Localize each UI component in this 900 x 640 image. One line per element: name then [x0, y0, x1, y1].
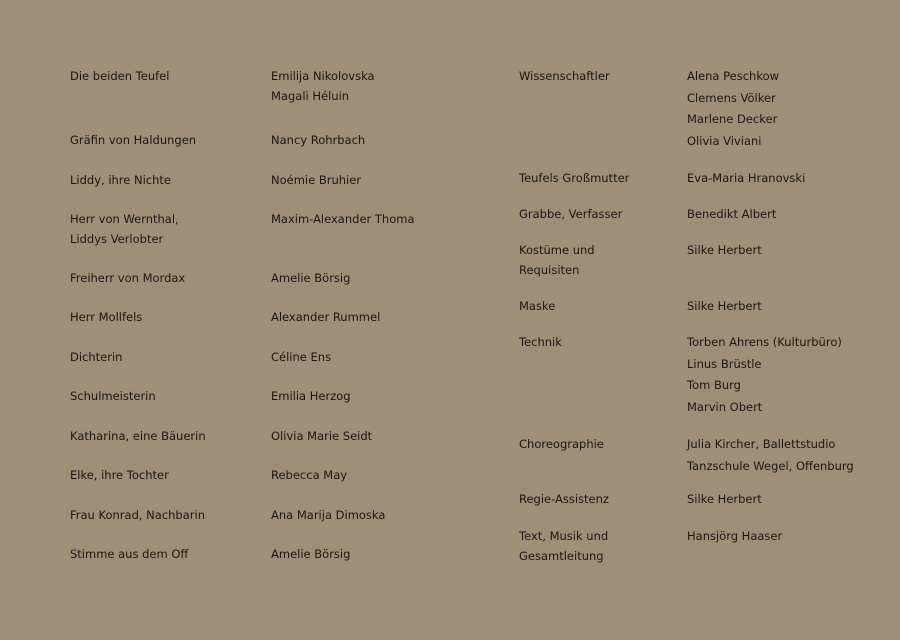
crew-person-line: Julia Kircher, Ballettstudio: [687, 437, 836, 451]
cast-role: [70, 130, 196, 150]
crew-role: [519, 204, 622, 224]
cast-actor-line: Amelie Börsig: [271, 547, 351, 561]
cast-actor-line: Rebecca May: [271, 468, 348, 482]
cast-role-line: Herr Mollfels: [70, 310, 143, 324]
crew-person-line: Tanzschule Wegel, Offenburg: [687, 458, 854, 473]
crew-role-line: Choreographie: [519, 437, 604, 451]
crew-role: [519, 526, 608, 566]
cast-role-line: Freiherr von Mordax: [70, 271, 186, 285]
cast-role: [70, 386, 156, 406]
crew-person-line: Torben Ahrens (Kulturbüro): [687, 335, 842, 349]
cast-actor-line: Magali Héluin: [271, 89, 350, 103]
crew-person-line: Clemens Völker: [687, 90, 776, 105]
crew-role-line: Gesamtleitung: [519, 549, 604, 563]
crew-role: [519, 168, 629, 188]
crew-role-line: Teufels Großmutter: [519, 171, 630, 185]
crew-role: [519, 240, 595, 280]
cast-role: [70, 307, 142, 327]
cast-role: [70, 170, 171, 190]
crew-role: [519, 66, 610, 86]
crew-role-line: Kostüme und: [519, 243, 595, 257]
crew-person-line: Silke Herbert: [687, 299, 762, 313]
crew-person: [687, 240, 762, 262]
crew-person-line: Olivia Viviani: [687, 133, 762, 148]
cast-actor: [271, 268, 350, 288]
crew-person: [687, 66, 779, 152]
crew-person: [687, 526, 782, 548]
cast-actor: [271, 347, 331, 367]
cast-role-line: Stimme aus dem Off: [70, 547, 189, 561]
cast-actor-line: Emilija Nikolovska: [271, 69, 375, 83]
cast-actor-line: Maxim-Alexander Thoma: [271, 212, 415, 226]
crew-person: [687, 489, 762, 511]
cast-actor: [271, 130, 365, 150]
crew-person-line: Hansjörg Haaser: [687, 529, 783, 543]
cast-role-line: Liddys Verlobter: [70, 232, 164, 246]
cast-role-line: Die beiden Teufel: [70, 69, 170, 83]
cast-actor: [271, 505, 385, 525]
cast-role-line: Liddy, ihre Nichte: [70, 173, 172, 187]
cast-actor-line: Amelie Börsig: [271, 271, 351, 285]
crew-person-line: Eva-Maria Hranovski: [687, 171, 806, 185]
cast-actor: [271, 386, 351, 406]
cast-actor-line: Olivia Marie Seidt: [271, 429, 373, 443]
crew-person-line: Silke Herbert: [687, 492, 762, 506]
cast-actor-line: Noémie Bruhier: [271, 173, 362, 187]
crew-person: [687, 168, 805, 190]
cast-role-line: Schulmeisterin: [70, 389, 156, 403]
cast-role-line: Frau Konrad, Nachbarin: [70, 508, 205, 522]
cast-role: [70, 505, 205, 525]
cast-role-line: Herr von Wernthal,: [70, 212, 179, 226]
cast-actor: [271, 209, 415, 229]
crew-person-line: Benedikt Albert: [687, 207, 777, 221]
crew-role-line: Maske: [519, 299, 556, 313]
crew-role-line: Technik: [519, 335, 562, 349]
cast-actor-line: Alexander Rummel: [271, 310, 381, 324]
cast-actor-line: Céline Ens: [271, 350, 332, 364]
cast-role: [70, 66, 169, 86]
cast-role: [70, 268, 185, 288]
cast-actor: [271, 465, 347, 485]
crew-person-line: Marvin Obert: [687, 399, 763, 414]
crew-role-line: Regie-Assistenz: [519, 492, 609, 506]
cast-actor-line: Ana Marija Dimoska: [271, 508, 386, 522]
crew-person: [687, 204, 776, 226]
crew-person: [687, 434, 854, 477]
crew-person-line: Silke Herbert: [687, 243, 762, 257]
cast-role-line: Katharina, eine Bäuerin: [70, 429, 206, 443]
cast-actor: [271, 170, 361, 190]
cast-role: [70, 347, 122, 367]
cast-role: [70, 465, 169, 485]
crew-person-line: Marlene Decker: [687, 112, 778, 126]
crew-role: [519, 296, 555, 316]
crew-person: [687, 332, 842, 418]
cast-actor: [271, 307, 380, 327]
crew-role-line: Text, Musik und: [519, 529, 609, 543]
cast-actor: [271, 544, 350, 564]
cast-role: [70, 544, 188, 564]
crew-role: [519, 489, 609, 509]
cast-role-line: Dichterin: [70, 350, 123, 364]
crew-role: [519, 434, 604, 454]
cast-actor: [271, 426, 372, 446]
cast-role-line: Gräfin von Haldungen: [70, 133, 197, 147]
crew-role: [519, 332, 562, 352]
crew-role-line: Requisiten: [519, 263, 580, 277]
crew-role-line: Wissenschaftler: [519, 69, 610, 83]
crew-person-line: Alena Peschkow: [687, 69, 780, 83]
crew-person-line: Tom Burg: [687, 378, 741, 392]
crew-person: [687, 296, 762, 318]
crew-role-line: Grabbe, Verfasser: [519, 207, 623, 221]
cast-actor-line: Emilia Herzog: [271, 389, 351, 403]
cast-role: [70, 209, 179, 249]
cast-role-line: Elke, ihre Tochter: [70, 468, 169, 482]
crew-person-line: Linus Brüstle: [687, 356, 762, 371]
cast-role: [70, 426, 206, 446]
cast-actor-line: Nancy Rohrbach: [271, 133, 366, 147]
cast-actor: [271, 66, 375, 106]
